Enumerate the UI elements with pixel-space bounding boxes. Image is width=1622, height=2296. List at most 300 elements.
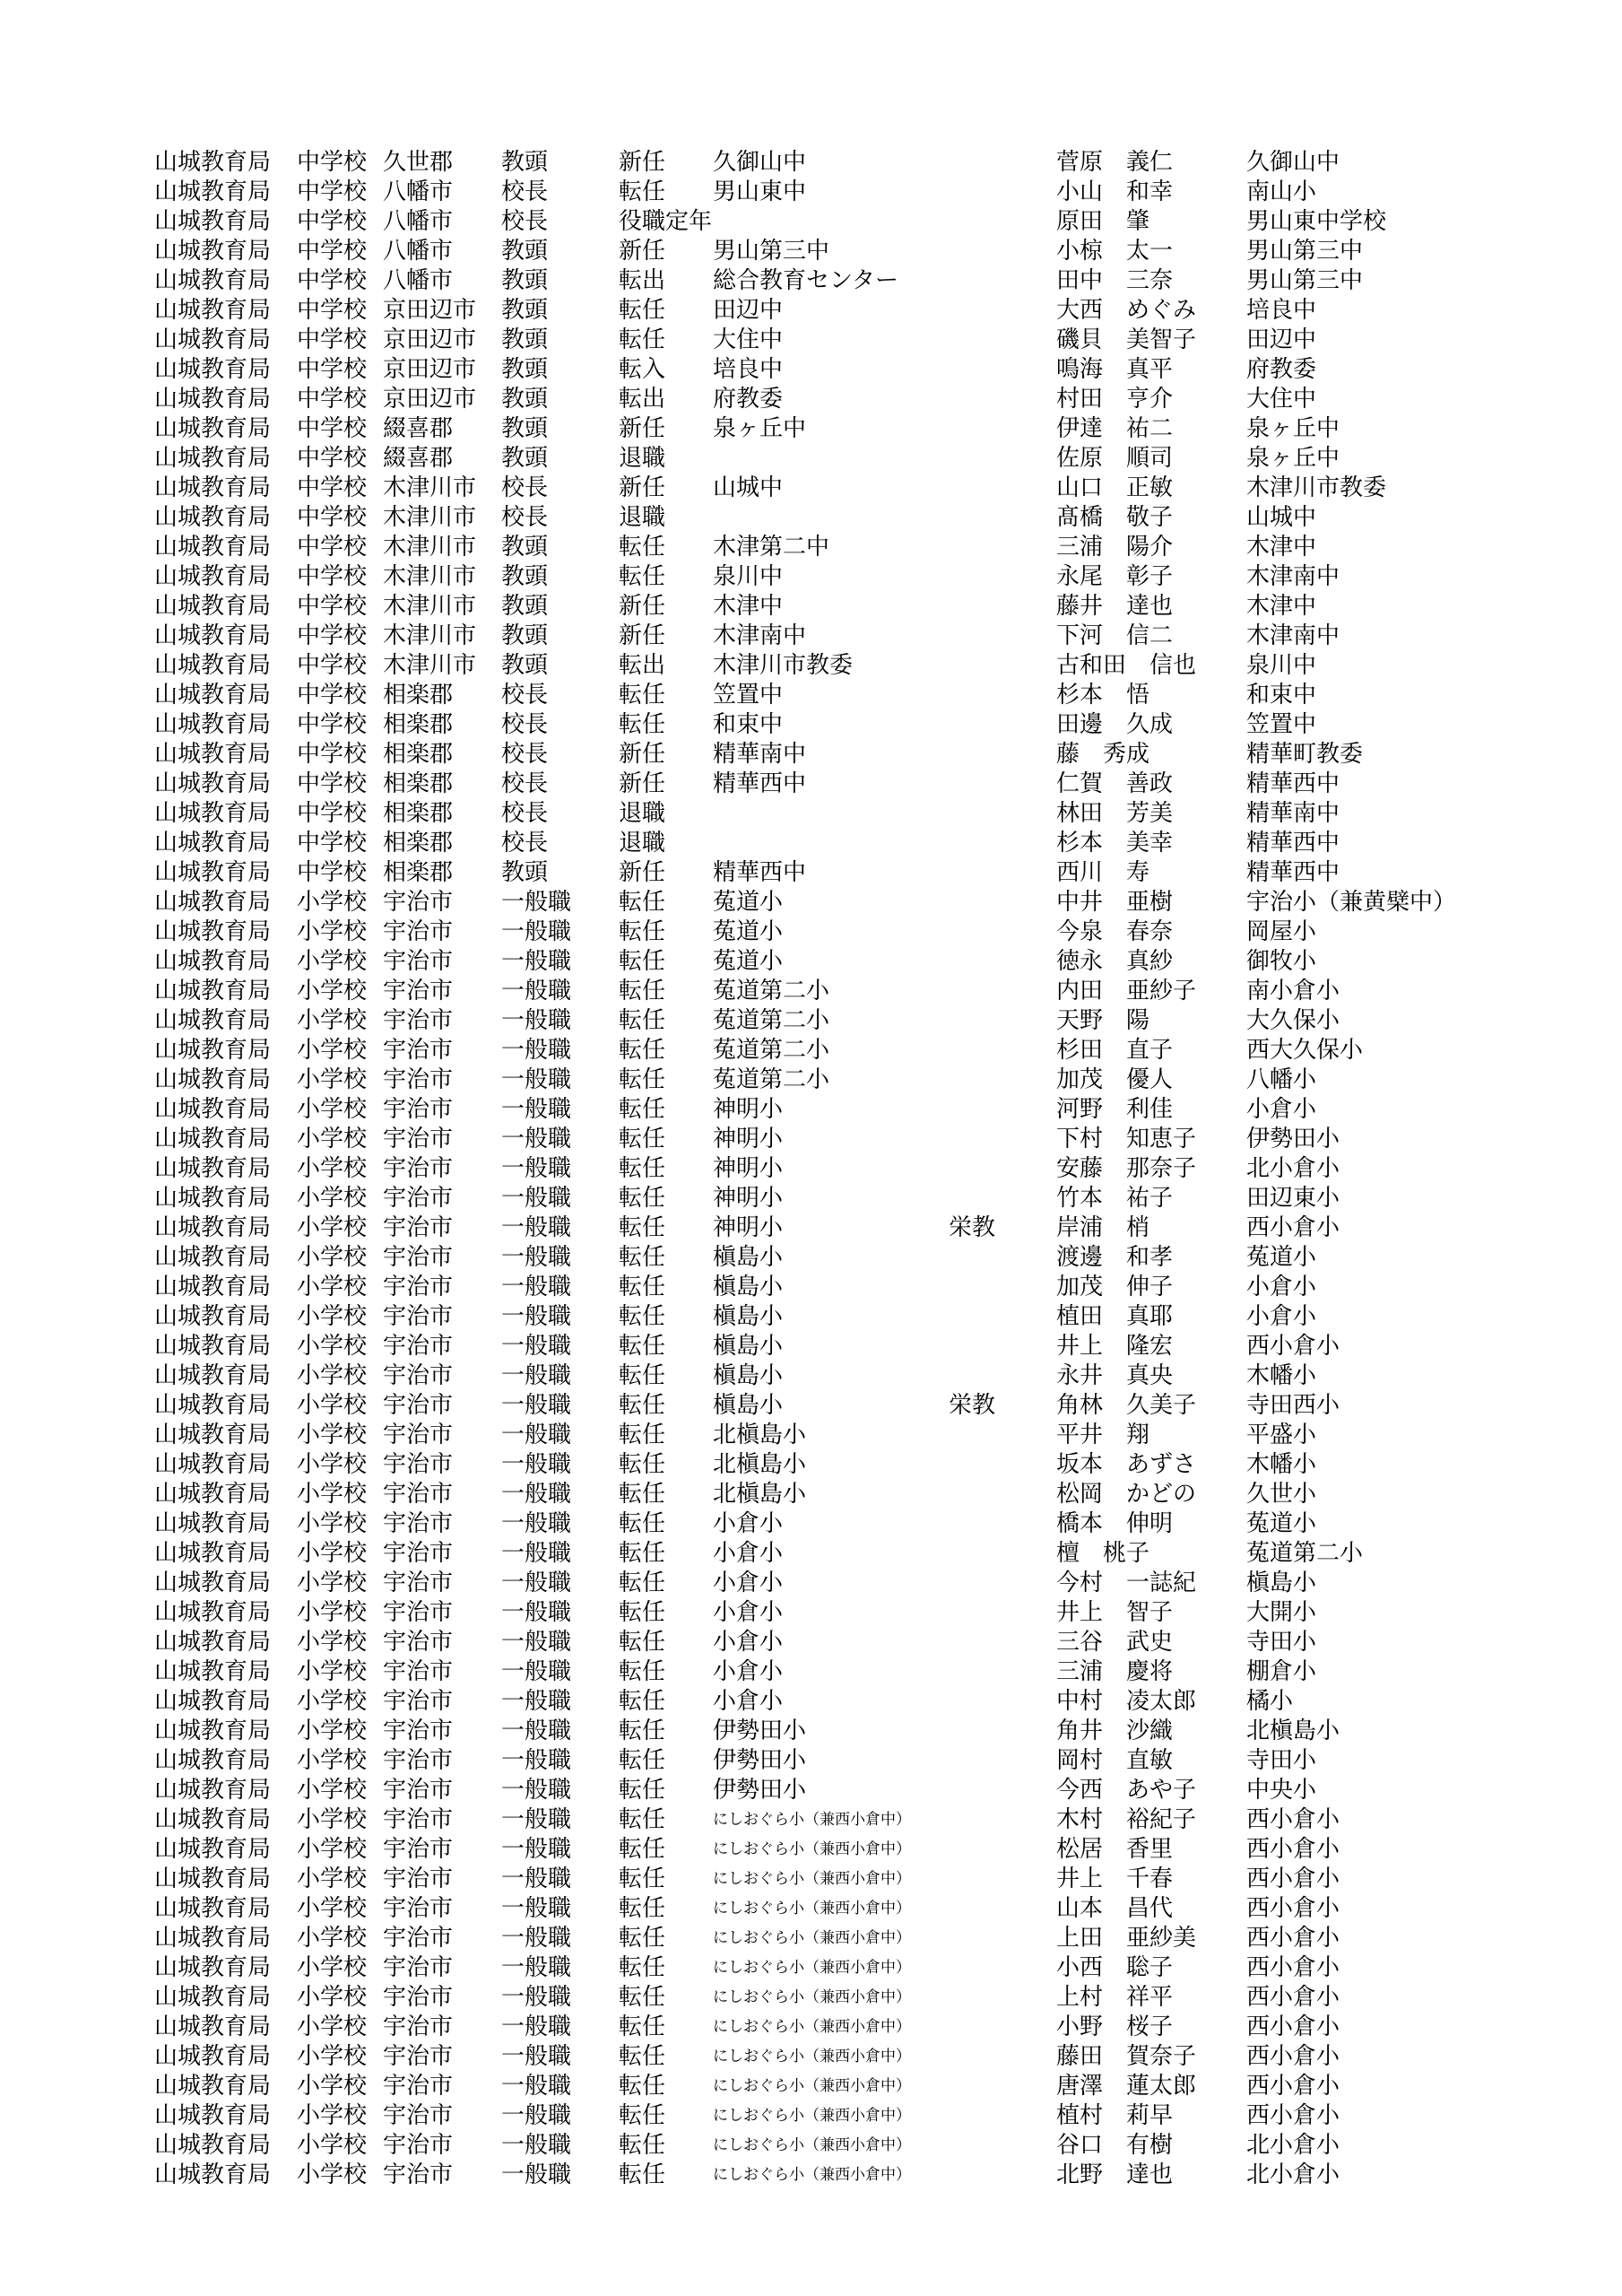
position-cell: 一般職 [501,1392,572,1419]
transfer-type-cell: 転任 [619,563,666,590]
transfer-type-cell: 転任 [619,1777,666,1804]
person-name-cell: 井上 隆宏 [1056,1333,1174,1360]
person-name-cell: 木村 裕紀子 [1056,1806,1197,1833]
position-cell: 一般職 [501,1599,572,1626]
destination-cell: 木津南中 [713,622,807,649]
city-cell: 宇治市 [383,1037,454,1064]
previous-school-cell: 木幡小 [1246,1451,1317,1478]
city-cell: 宇治市 [383,1066,454,1093]
previous-school-cell: 北槇島小 [1246,1718,1340,1744]
destination-cell: 小倉小 [713,1510,784,1537]
department-cell: 山城教育局 [154,238,272,265]
position-cell: 一般職 [501,1274,572,1300]
destination-cell: にしおぐら小（兼西小倉中） [713,2077,911,2095]
city-cell: 京田辺市 [383,326,477,353]
position-cell: 一般職 [501,1629,572,1656]
department-cell: 山城教育局 [154,2043,272,2070]
position-cell: 一般職 [501,918,572,945]
previous-school-cell: 田辺中 [1246,326,1317,353]
position-cell: 教頭 [501,534,549,561]
previous-school-cell: 寺田西小 [1246,1392,1340,1419]
destination-cell: 木津川市教委 [713,652,854,679]
table-row [0,1361,1622,1391]
school-level-cell: 中学校 [297,504,368,531]
school-level-cell: 中学校 [297,593,368,620]
school-level-cell: 小学校 [297,1954,368,1981]
city-cell: 宇治市 [383,2102,454,2129]
city-cell: 京田辺市 [383,356,477,383]
person-name-cell: 檀 桃子 [1056,1540,1150,1567]
position-cell: 一般職 [501,889,572,916]
previous-school-cell: 精華町教委 [1246,741,1364,768]
position-cell: 校長 [501,208,549,235]
school-level-cell: 小学校 [297,1836,368,1863]
position-cell: 一般職 [501,2102,572,2129]
person-name-cell: 小山 和幸 [1056,178,1174,205]
position-cell: 教頭 [501,652,549,679]
transfer-type-cell: 転任 [619,1540,666,1567]
department-cell: 山城教育局 [154,1333,272,1360]
transfer-type-cell: 転任 [619,1658,666,1685]
table-row [0,1657,1622,1687]
table-row [0,562,1622,592]
destination-cell: にしおぐら小（兼西小倉中） [713,2136,911,2154]
department-cell: 山城教育局 [154,1096,272,1123]
table-row [0,533,1622,562]
city-cell: 京田辺市 [383,386,477,413]
city-cell: 木津川市 [383,593,477,620]
department-cell: 山城教育局 [154,2161,272,2188]
position-cell: 一般職 [501,1925,572,1952]
previous-school-cell: 菟道第二小 [1246,1540,1364,1567]
city-cell: 宇治市 [383,1658,454,1685]
previous-school-cell: 笠置中 [1246,711,1317,738]
person-name-cell: 加茂 伸子 [1056,1274,1174,1300]
transfer-type-cell: 転任 [619,1422,666,1448]
table-row [0,947,1622,977]
person-name-cell: 天野 陽 [1056,1007,1150,1034]
school-level-cell: 中学校 [297,178,368,205]
position-cell: 一般職 [501,2132,572,2159]
school-level-cell: 小学校 [297,2161,368,2188]
transfer-type-cell: 転任 [619,1303,666,1330]
previous-school-cell: 木幡小 [1246,1362,1317,1389]
department-cell: 山城教育局 [154,1836,272,1863]
destination-cell: 男山第三中 [713,238,830,265]
city-cell: 木津川市 [383,534,477,561]
position-cell: 一般職 [501,2073,572,2100]
previous-school-cell: 西大久保小 [1246,1037,1364,1064]
person-name-cell: 竹本 祐子 [1056,1185,1174,1212]
department-cell: 山城教育局 [154,1777,272,1804]
city-cell: 宇治市 [383,2073,454,2100]
school-level-cell: 小学校 [297,1155,368,1182]
destination-cell: 府教委 [713,386,784,413]
city-cell: 宇治市 [383,1747,454,1774]
position-cell: 教頭 [501,445,549,472]
school-level-cell: 中学校 [297,711,368,738]
school-level-cell: 小学校 [297,1037,368,1064]
department-cell: 山城教育局 [154,326,272,353]
table-row [0,1894,1622,1924]
school-level-cell: 小学校 [297,1392,368,1419]
city-cell: 宇治市 [383,1866,454,1892]
table-row [0,1509,1622,1539]
table-row [0,266,1622,296]
person-name-cell: 永井 真央 [1056,1362,1174,1389]
city-cell: 宇治市 [383,1451,454,1478]
department-cell: 山城教育局 [154,386,272,413]
table-row [0,1569,1622,1598]
table-row [0,2013,1622,2042]
table-row [0,2042,1622,2072]
city-cell: 宇治市 [383,1570,454,1596]
previous-school-cell: 北小倉小 [1246,2132,1340,2159]
school-level-cell: 小学校 [297,1185,368,1212]
city-cell: 綴喜郡 [383,415,454,442]
position-cell: 一般職 [501,1481,572,1508]
school-level-cell: 小学校 [297,2073,368,2100]
table-row [0,1865,1622,1894]
table-row [0,1746,1622,1776]
city-cell: 相楽郡 [383,711,454,738]
position-cell: 教頭 [501,593,549,620]
destination-cell: 田辺中 [713,297,784,324]
table-row [0,1717,1622,1746]
destination-cell: 久御山中 [713,149,807,176]
school-level-cell: 中学校 [297,149,368,176]
transfer-type-cell: 新任 [619,415,666,442]
transfer-type-cell: 転出 [619,652,666,679]
table-row [0,2072,1622,2101]
person-name-cell: 岸浦 梢 [1056,1214,1150,1241]
previous-school-cell: 培良中 [1246,297,1317,324]
person-name-cell: 小野 桜子 [1056,2013,1174,2040]
city-cell: 相楽郡 [383,741,454,768]
city-cell: 相楽郡 [383,770,454,797]
department-cell: 山城教育局 [154,504,272,531]
department-cell: 山城教育局 [154,1658,272,1685]
person-name-cell: 今村 一誌紀 [1056,1570,1197,1596]
previous-school-cell: 精華西中 [1246,770,1340,797]
transfer-type-cell: 新任 [619,474,666,501]
city-cell: 宇治市 [383,1126,454,1152]
school-level-cell: 小学校 [297,1540,368,1567]
person-name-cell: 橋本 伸明 [1056,1510,1174,1537]
table-row [0,681,1622,710]
destination-cell: 菟道第二小 [713,1066,830,1093]
school-level-cell: 小学校 [297,1570,368,1596]
previous-school-cell: 岡屋小 [1246,918,1317,945]
transfer-type-cell: 転任 [619,2102,666,2129]
destination-cell: 木津第二中 [713,534,830,561]
position-cell: 校長 [501,741,549,768]
destination-cell: 小倉小 [713,1540,784,1567]
city-cell: 宇治市 [383,1333,454,1360]
person-name-cell: 植田 真耶 [1056,1303,1174,1330]
person-name-cell: 加茂 優人 [1056,1066,1174,1093]
school-level-cell: 小学校 [297,1274,368,1300]
department-cell: 山城教育局 [154,2073,272,2100]
department-cell: 山城教育局 [154,2102,272,2129]
position-cell: 一般職 [501,2013,572,2040]
destination-cell: 精華南中 [713,741,807,768]
transfer-type-cell: 転任 [619,1096,666,1123]
transfer-type-cell: 転任 [619,1451,666,1478]
position-cell: 教頭 [501,326,549,353]
transfer-type-cell: 転任 [619,1570,666,1596]
destination-cell: 菟道第二小 [713,978,830,1004]
position-cell: 一般職 [501,1510,572,1537]
person-name-cell: 松岡 かどの [1056,1481,1197,1508]
transfer-type-cell: 転出 [619,267,666,294]
position-cell: 校長 [501,682,549,709]
school-level-cell: 中学校 [297,356,368,383]
city-cell: 宇治市 [383,1481,454,1508]
department-cell: 山城教育局 [154,1984,272,2011]
department-cell: 山城教育局 [154,1066,272,1093]
department-cell: 山城教育局 [154,474,272,501]
previous-school-cell: 木津中 [1246,593,1317,620]
transfer-type-cell: 転任 [619,1362,666,1389]
table-row [0,1036,1622,1065]
destination-cell: 山城中 [713,474,784,501]
destination-cell: にしおぐら小（兼西小倉中） [713,1959,911,1977]
destination-cell: 槇島小 [713,1362,784,1389]
department-cell: 山城教育局 [154,1007,272,1034]
department-cell: 山城教育局 [154,356,272,383]
department-cell: 山城教育局 [154,652,272,679]
school-level-cell: 小学校 [297,1244,368,1271]
transfer-type-cell: 転任 [619,1747,666,1774]
previous-school-cell: 西小倉小 [1246,2013,1340,2040]
city-cell: 宇治市 [383,948,454,975]
city-cell: 宇治市 [383,1540,454,1567]
city-cell: 宇治市 [383,1362,454,1389]
city-cell: 宇治市 [383,2161,454,2188]
position-cell: 一般職 [501,1984,572,2011]
city-cell: 相楽郡 [383,800,454,827]
destination-cell: 北槇島小 [713,1481,807,1508]
previous-school-cell: 中央小 [1246,1777,1317,1804]
person-name-cell: 仁賀 善政 [1056,770,1174,797]
destination-cell: にしおぐら小（兼西小倉中） [713,2166,911,2184]
destination-cell: 総合教育センター [713,267,898,294]
person-name-cell: 西川 寿 [1056,859,1150,886]
table-row [0,1835,1622,1865]
person-name-cell: 北野 達也 [1056,2161,1174,2188]
position-cell: 教頭 [501,267,549,294]
city-cell: 宇治市 [383,2013,454,2040]
school-level-cell: 中学校 [297,534,368,561]
city-cell: 宇治市 [383,1007,454,1034]
position-cell: 一般職 [501,1866,572,1892]
city-cell: 綴喜郡 [383,445,454,472]
person-name-cell: 山口 正敏 [1056,474,1174,501]
previous-school-cell: 精華西中 [1246,830,1340,857]
table-row [0,592,1622,622]
table-row [0,1924,1622,1953]
department-cell: 山城教育局 [154,1303,272,1330]
school-level-cell: 中学校 [297,741,368,768]
previous-school-cell: 宇治小（兼黄檗中） [1246,889,1457,916]
previous-school-cell: 西小倉小 [1246,1984,1340,2011]
previous-school-cell: 西小倉小 [1246,1214,1340,1241]
transfer-type-cell: 転任 [619,1185,666,1212]
previous-school-cell: 精華西中 [1246,859,1340,886]
table-row [0,977,1622,1006]
school-level-cell: 小学校 [297,1718,368,1744]
department-cell: 山城教育局 [154,1274,272,1300]
transfer-type-cell: 転任 [619,1688,666,1715]
department-cell: 山城教育局 [154,1481,272,1508]
person-name-cell: 平井 翔 [1056,1422,1150,1448]
transfer-type-cell: 転入 [619,356,666,383]
school-level-cell: 小学校 [297,1925,368,1952]
city-cell: 宇治市 [383,1806,454,1833]
school-level-cell: 小学校 [297,1806,368,1833]
position-cell: 校長 [501,770,549,797]
destination-cell: 菟道第二小 [713,1007,830,1034]
city-cell: 八幡市 [383,238,454,265]
department-cell: 山城教育局 [154,267,272,294]
department-cell: 山城教育局 [154,534,272,561]
previous-school-cell: 泉川中 [1246,652,1317,679]
table-row [0,503,1622,533]
table-row [0,1243,1622,1273]
city-cell: 宇治市 [383,1185,454,1212]
department-cell: 山城教育局 [154,1895,272,1922]
transfer-type-cell: 新任 [619,238,666,265]
department-cell: 山城教育局 [154,1718,272,1744]
destination-cell: にしおぐら小（兼西小倉中） [713,1900,911,1918]
previous-school-cell: 寺田小 [1246,1747,1317,1774]
position-cell: 一般職 [501,1007,572,1034]
previous-school-cell: 北小倉小 [1246,1155,1340,1182]
previous-school-cell: 男山東中学校 [1246,208,1387,235]
transfer-type-cell: 新任 [619,149,666,176]
transfer-type-cell: 転任 [619,1481,666,1508]
school-level-cell: 小学校 [297,1333,368,1360]
table-row [0,385,1622,414]
city-cell: 木津川市 [383,563,477,590]
school-level-cell: 小学校 [297,1895,368,1922]
transfer-type-cell: 転任 [619,178,666,205]
transfer-type-cell: 転任 [619,1066,666,1093]
destination-cell: にしおぐら小（兼西小倉中） [713,2107,911,2125]
transfer-type-cell: 転任 [619,1866,666,1892]
position-cell: 教頭 [501,563,549,590]
school-level-cell: 中学校 [297,682,368,709]
person-name-cell: 髙橋 敬子 [1056,504,1174,531]
transfer-type-cell: 役職定年 [619,208,713,235]
position-cell: 一般職 [501,1451,572,1478]
department-cell: 山城教育局 [154,918,272,945]
transfer-type-cell: 転任 [619,889,666,916]
school-level-cell: 小学校 [297,889,368,916]
previous-school-cell: 平盛小 [1246,1422,1317,1448]
department-cell: 山城教育局 [154,1422,272,1448]
previous-school-cell: 久御山中 [1246,149,1340,176]
school-level-cell: 小学校 [297,1510,368,1537]
destination-cell: 菟道小 [713,918,784,945]
previous-school-cell: 大開小 [1246,1599,1317,1626]
previous-school-cell: 小倉小 [1246,1303,1317,1330]
person-name-cell: 林田 芳美 [1056,800,1174,827]
table-row [0,1302,1622,1332]
destination-cell: 神明小 [713,1126,784,1152]
department-cell: 山城教育局 [154,622,272,649]
table-row [0,1776,1622,1805]
city-cell: 宇治市 [383,1214,454,1241]
person-name-cell: 杉田 直子 [1056,1037,1174,1064]
department-cell: 山城教育局 [154,1688,272,1715]
transfer-type-cell: 転任 [619,1954,666,1981]
city-cell: 八幡市 [383,208,454,235]
city-cell: 宇治市 [383,1777,454,1804]
person-name-cell: 井上 千春 [1056,1866,1174,1892]
position-cell: 教頭 [501,386,549,413]
previous-school-cell: 西小倉小 [1246,2043,1340,2070]
city-cell: 宇治市 [383,1599,454,1626]
school-level-cell: 小学校 [297,918,368,945]
destination-cell: にしおぐら小（兼西小倉中） [713,1988,911,2006]
city-cell: 宇治市 [383,1303,454,1330]
department-cell: 山城教育局 [154,770,272,797]
city-cell: 宇治市 [383,1984,454,2011]
destination-cell: 精華西中 [713,770,807,797]
department-cell: 山城教育局 [154,415,272,442]
table-row [0,296,1622,326]
department-cell: 山城教育局 [154,978,272,1004]
table-row [0,888,1622,918]
table-row [0,829,1622,858]
position-cell: 一般職 [501,1214,572,1241]
school-level-cell: 小学校 [297,1362,368,1389]
previous-school-cell: 府教委 [1246,356,1317,383]
transfer-type-cell: 転任 [619,1007,666,1034]
transfer-type-cell: 転任 [619,711,666,738]
previous-school-cell: 大久保小 [1246,1007,1340,1034]
position-cell: 一般職 [501,1540,572,1567]
person-name-cell: 安藤 那奈子 [1056,1155,1197,1182]
city-cell: 相楽郡 [383,859,454,886]
transfer-type-cell: 転任 [619,1244,666,1271]
city-cell: 宇治市 [383,1836,454,1863]
position-cell: 一般職 [501,1836,572,1863]
city-cell: 宇治市 [383,1925,454,1952]
destination-cell: 菟道第二小 [713,1037,830,1064]
table-row [0,1006,1622,1036]
position-cell: 一般職 [501,1895,572,1922]
school-level-cell: 中学校 [297,238,368,265]
city-cell: 八幡市 [383,267,454,294]
previous-school-cell: 田辺東小 [1246,1185,1340,1212]
department-cell: 山城教育局 [154,1185,272,1212]
table-row [0,1273,1622,1302]
position-cell: 一般職 [501,1303,572,1330]
table-row [0,1184,1622,1213]
destination-cell: 男山東中 [713,178,807,205]
person-name-cell: 藤田 賀奈子 [1056,2043,1197,2070]
city-cell: 宇治市 [383,1629,454,1656]
destination-cell: 小倉小 [713,1688,784,1715]
position-cell: 校長 [501,830,549,857]
transfer-type-cell: 転任 [619,1510,666,1537]
destination-cell: にしおぐら小（兼西小倉中） [713,2048,911,2066]
transfer-type-cell: 転任 [619,682,666,709]
person-name-cell: 永尾 彰子 [1056,563,1174,590]
